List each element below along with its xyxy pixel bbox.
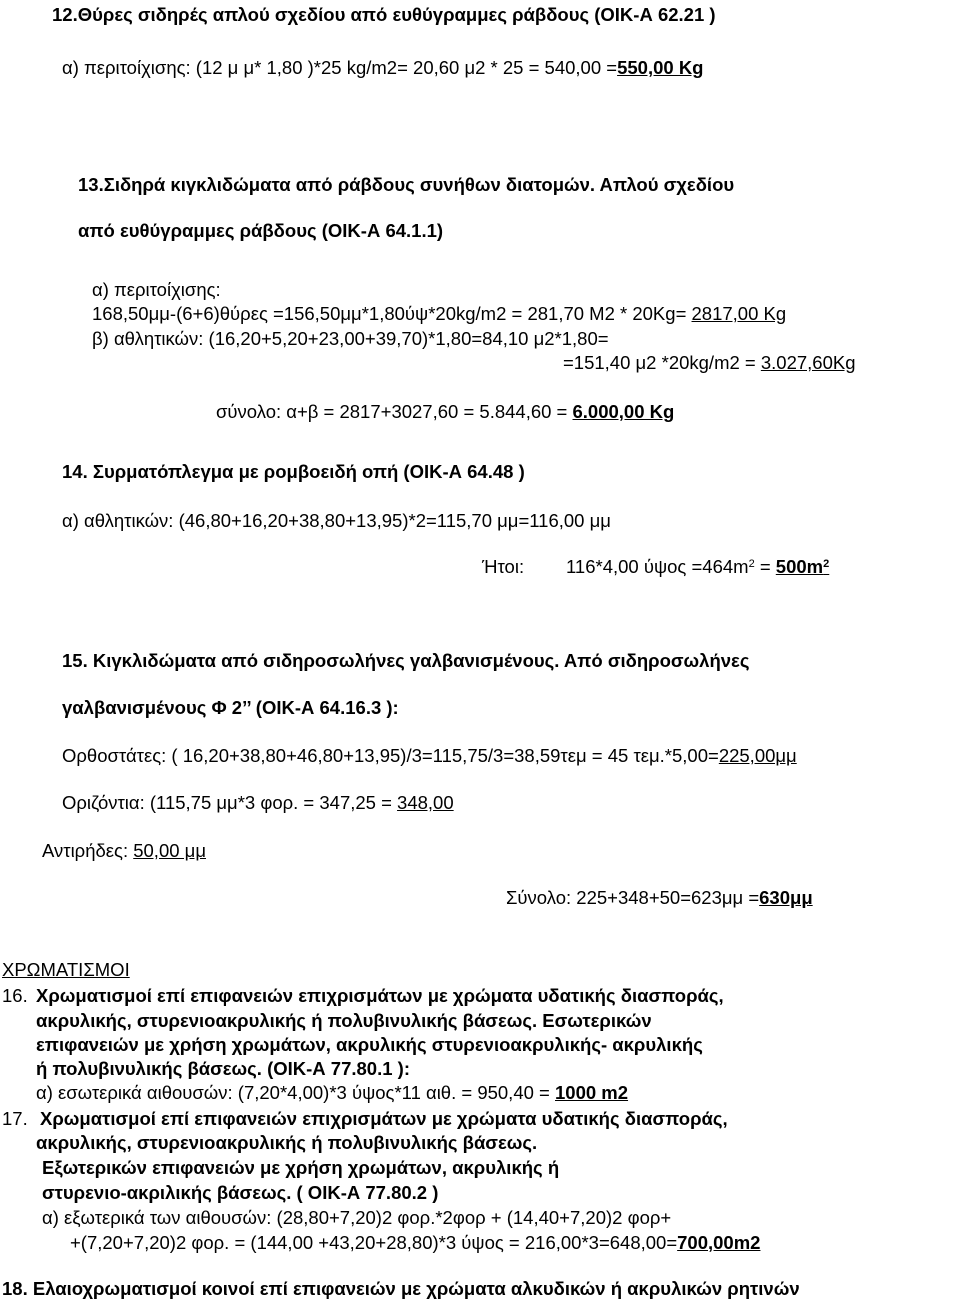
item-16-line-2: ακρυλικής, στυρενιοακρυλικής ή πολυβινυλικής βάσεως. Εσωτερικών [36, 1010, 652, 1031]
item-17-line-3: Εξωτερικών επιφανειών με χρήση χρωμάτων, ακρυλικής ή [42, 1157, 560, 1178]
item-13-a-label: α) περιτοίχισης: [92, 279, 221, 300]
item-15-title-line-2: γαλβανισμένους Φ 2’’ (ΟΙΚ-Α 64.16.3 ): [62, 697, 399, 718]
item-16-a-total: 1000 m2 [555, 1082, 629, 1103]
item-13-a-calc [92, 303, 786, 325]
item-15-synolo-total: 630μμ [759, 887, 813, 908]
item-13-b-calc-2 [563, 352, 856, 374]
item-13-title-line-2: από ευθύγραμμες ράβδους (ΟΙΚ-Α 64.1.1) [78, 220, 444, 241]
item-17-a-total: 700,00m2 [677, 1232, 761, 1253]
item-13-title-line-1: 13.Σιδηρά κιγκλιδώματα από ράβδους συνήθων διατομών. Απλού σχεδίου [78, 174, 735, 195]
item-14-itoi-total [776, 556, 829, 577]
item-16-line-1: Χρωματισμοί επί επιφανειών επιχρισμάτων με χρώματα υδατικής διασποράς, [36, 985, 724, 1006]
item-14-a-text: α) αθλητικών: (46,80+16,20+38,80+13,95)*2=115,70 μμ=116,00 μμ [62, 510, 611, 531]
item-17-a-text-2: +(7,20+7,20)2 φορ. = (144,00 +43,20+28,80)*3 ύψος = 216,00*3=648,00= [70, 1232, 678, 1253]
item-12-a-text: α) περιτοίχισης: (12 μ μ* 1,80 )*25 kg/m2= 20,60 μ2 * 25 = 540,00 = [62, 57, 618, 78]
item-15-synolo [506, 887, 813, 909]
item-14-itoi-sup: 2 [748, 558, 755, 570]
item-16-number: 16. [2, 985, 28, 1006]
item-15-orizontia-text: Οριζόντια: (115,75 μμ*3 φορ. = 347,25 = [62, 792, 398, 813]
item-14-itoi-total-value: 500m [775, 556, 824, 577]
item-14-itoi-total-sup: 2 [823, 558, 830, 570]
item-14-itoi [566, 556, 829, 578]
item-13-a-calc-text: 168,50μμ-(6+6)θύρες =156,50μμ*1,80ύψ*20kg/m2 = 281,70 Μ2 * 20Kg= [92, 303, 692, 324]
item-17-a-line-2 [70, 1232, 760, 1254]
item-17-line-1: Χρωματισμοί επί επιφανειών επιχρισμάτων με χρώματα υδατικής διασποράς, [40, 1108, 728, 1129]
item-14-itoi-calc: 116*4,00 ύψος =464m [566, 556, 749, 577]
item-12-title: 12.Θύρες σιδηρές απλού σχεδίου από ευθύγραμμες ράβδους (ΟΙΚ-Α 62.21 ) [52, 4, 716, 25]
item-17-number: 17. [2, 1108, 28, 1129]
item-17-line-2: ακρυλικής, στυρενιοακρυλικής ή πολυβινυλικής βάσεως. [36, 1132, 538, 1153]
item-12-a-total: 550,00 Kg [617, 57, 704, 78]
item-15-title-line-1: 15. Κιγκλιδώματα από σιδηροσωλήνες γαλβανισμένους. Από σιδηροσωλήνες [62, 650, 750, 671]
item-13-a-total: 2817,00 Kg [691, 303, 787, 324]
item-13-sum-total: 6.000,00 Kg [572, 401, 675, 422]
item-15-orthostates [62, 745, 797, 767]
item-15-orthostates-total: 225,00μμ [718, 745, 797, 766]
item-15-antirides-total: 50,00 μμ [133, 840, 206, 861]
item-13-sum-text: σύνολο: α+β = 2817+3027,60 = 5.844,60 = [216, 401, 573, 422]
item-13-b-calc-2-text: =151,40 μ2 *20kg/m2 = [563, 352, 761, 373]
item-15-orthostates-text: Ορθοστάτες: ( 16,20+38,80+46,80+13,95)/3=115,75/3=38,59τεμ = 45 τεμ.*5,00= [62, 745, 719, 766]
item-16-a-text: α) εσωτερικά αιθουσών: (7,20*4,00)*3 ύψος*11 αιθ. = 950,40 = [36, 1082, 555, 1103]
item-15-antirides [42, 840, 206, 862]
item-16-line-4: ή πολυβινυλικής βάσεως. (ΟΙΚ-Α 77.80.1 ): [36, 1058, 410, 1079]
item-15-antirides-text: Αντιρήδες: [42, 840, 134, 861]
item-12-line-a [62, 57, 703, 79]
item-13-b-total: 3.027,60Kg [760, 352, 856, 373]
item-17-a-line-1: α) εξωτερικά των αιθουσών: (28,80+7,20)2 φορ.*2φορ + (14,40+7,20)2 φορ+ [42, 1207, 672, 1228]
section-heading: ΧΡΩΜΑΤΙΣΜΟΙ [2, 959, 130, 980]
item-15-synolo-text: Σύνολο: 225+348+50=623μμ = [506, 887, 760, 908]
item-15-orizontia [62, 792, 454, 814]
item-14-title: 14. Συρματόπλεγμα με ρομβοειδή οπή (ΟΙΚ-Α 64.48 ) [62, 461, 525, 482]
item-14-itoi-eq: = [754, 556, 776, 577]
item-16-line-3: επιφανειών με χρήση χρωμάτων, ακρυλικής στυρενιοακρυλικής- ακρυλικής [36, 1034, 703, 1055]
item-18-title: 18. Ελαιοχρωματισμοί κοινοί επί επιφανειών με χρώματα αλκυδικών ή ακρυλικών ρητινών [2, 1278, 800, 1299]
item-16-a [36, 1082, 628, 1104]
item-13-sum [216, 401, 674, 423]
item-13-b-calc: β) αθλητικών: (16,20+5,20+23,00+39,70)*1,80=84,10 μ2*1,80= [92, 328, 609, 349]
item-17-line-4: στυρενιο-ακριλικής βάσεως. ( ΟΙΚ-Α 77.80.2 ) [42, 1182, 439, 1203]
item-14-itoi-label: Ήτοι: [482, 556, 525, 577]
item-15-orizontia-total: 348,00 [397, 792, 454, 813]
